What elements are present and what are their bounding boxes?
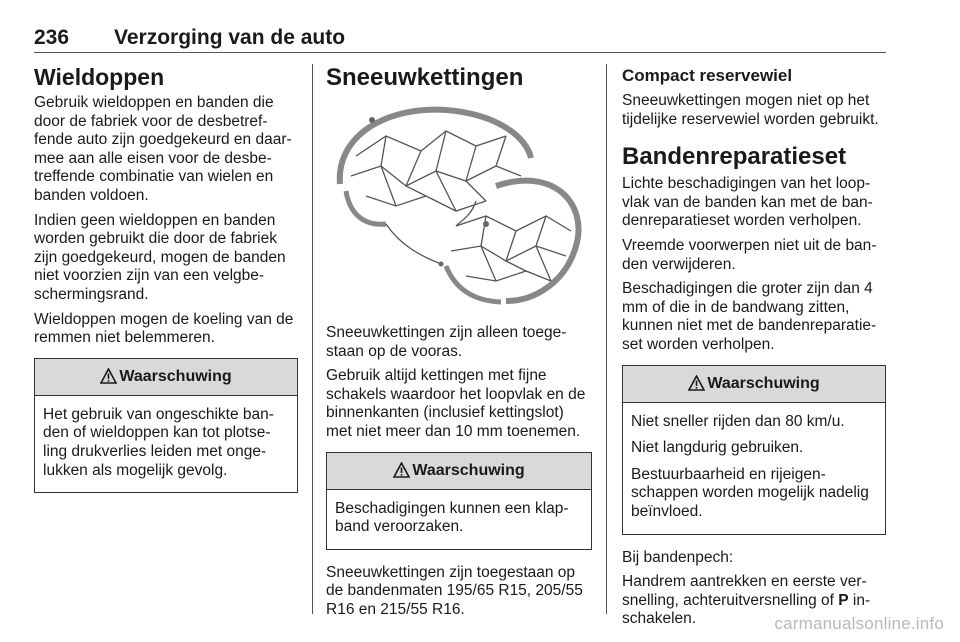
paragraph: Beschadigingen die groter zijn dan 4 mm of die in de bandwang zitten, kunnen niet met de bandenreparatieset worden verholpen. <box>622 280 877 353</box>
warning-text: Niet langdurig gebruiken. <box>631 439 804 457</box>
column-divider <box>312 64 313 614</box>
warning-header <box>327 453 591 490</box>
column-reservewiel <box>622 64 886 635</box>
paragraph: Lichte beschadigingen van het loopvlak van de banden kan met de bandenreparatieset worden verholpen. <box>622 175 873 230</box>
gear-p-label: P <box>838 591 849 609</box>
warning-text: Bestuurbaarheid en rijeigenschappen worden mogelijk nadelig beïnvloed. <box>631 465 869 520</box>
warning-title: Waarschuwing <box>707 374 820 392</box>
paragraph: Gebruik altijd kettingen met fijne schakels waardoor het loopvlak en de binnenkanten (inclusief kettingslot) met niet meer dan 10 mm toenemen. <box>326 367 586 440</box>
paragraph: Gebruik wieldoppen en banden die door de fabriek voor de desbetreffende auto zijn goedgekeurd en daarmee aan alle eisen voor de desbetreffende combinatie van wielen en banden voldoen. <box>34 94 292 204</box>
paragraph: Sneeuwkettingen zijn toegestaan op de bandenmaten 195/65 R15, 205/55 R16 en 215/55 R16. <box>326 563 583 618</box>
section-heading: Compact reservewiel <box>622 66 793 85</box>
paragraph: Vreemde voorwerpen niet uit de banden verwijderen. <box>622 236 877 273</box>
warning-box <box>326 452 592 550</box>
snow-chains-illustration-icon <box>326 96 592 310</box>
text-run: inschakelen. <box>622 591 871 628</box>
warning-header <box>623 366 885 403</box>
section-heading: Bandenreparatieset <box>622 143 847 171</box>
page-number: 236 <box>34 26 70 49</box>
warning-box <box>34 358 298 493</box>
watermark: carmanualsonline.info <box>774 614 944 633</box>
paragraph: Indien geen wieldoppen en banden worden gebruikt die door de fabriek zijn goedgekeurd, mogen de banden niet voorzien zijn van een velgbeschermingsrand. <box>34 211 286 303</box>
paragraph: Bij bandenpech: <box>622 548 734 566</box>
column-divider <box>606 64 607 614</box>
text-run: Handrem aantrekken en eerste versnelling, achteruitversnelling of <box>622 573 867 609</box>
warning-box <box>622 365 886 535</box>
warning-header <box>35 359 297 396</box>
warning-title: Waarschuwing <box>119 367 232 385</box>
column-wieldoppen <box>34 64 298 507</box>
warning-text: Het gebruik van ongeschikte banden of wieldoppen kan tot plotseling drukverlies leiden met ongelukken als mogelijk gevolg. <box>43 405 274 479</box>
paragraph: Wieldoppen mogen de koeling van de remmen niet belemmeren. <box>34 310 294 347</box>
warning-triangle-icon <box>688 375 705 391</box>
column-sneeuwkettingen <box>326 64 592 626</box>
paragraph: Sneeuwkettingen zijn alleen toegestaan op de vooras. <box>326 324 567 360</box>
warning-text: Niet sneller rijden dan 80 km/u. <box>631 412 845 430</box>
section-heading: Sneeuwkettingen <box>326 64 524 91</box>
warning-title: Waarschuwing <box>412 461 525 479</box>
warning-triangle-icon <box>393 462 410 478</box>
section-heading: Wieldoppen <box>34 64 165 90</box>
page-title: Verzorging van de auto <box>114 26 346 49</box>
warning-text: Beschadigingen kunnen een klapband veroorzaken. <box>335 499 569 536</box>
warning-triangle-icon <box>100 368 117 384</box>
paragraph: Sneeuwkettingen mogen niet op het tijdelijke reservewiel worden gebruikt. <box>622 92 879 128</box>
page-header <box>34 26 886 53</box>
